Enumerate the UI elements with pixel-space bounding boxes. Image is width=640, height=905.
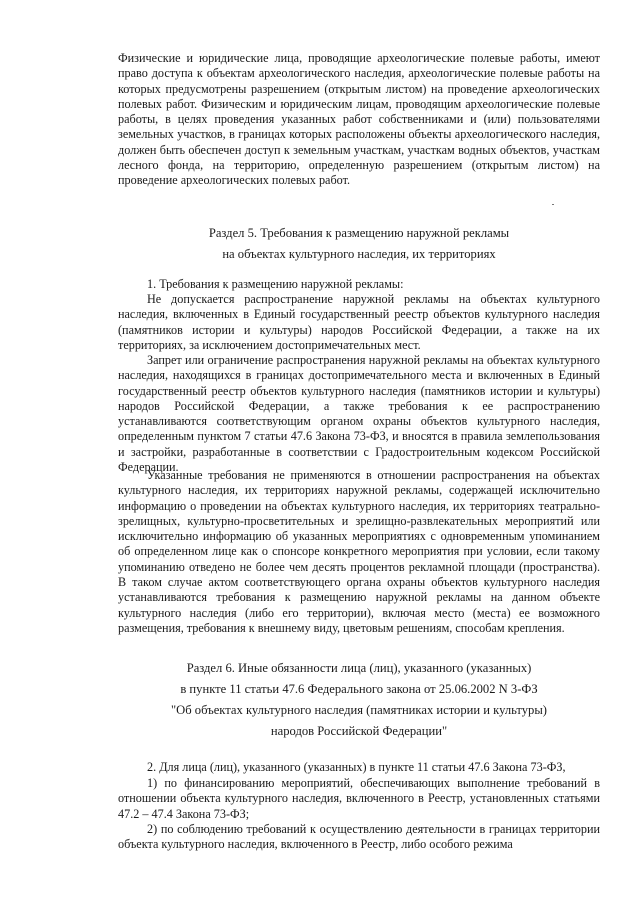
section5-paragraph-2: Запрет или ограничение распространения наружной рекламы на объектах культурного наследия, находящихся в границах достопримечательного места и включенных в Единый государственный реестр объектов культурного наследия (памятников истории и культуры) народов Российской Федерации, а также требования к ее распространению устанавливаются соответствующим органом охраны объектов культурного наследия, определенным пунктом 7 статьи 47.6 Закона 73-ФЗ, и вносятся в правила землепользования и застройки, разработанные в соответствии с Градостроительным кодексом Российской Федерации.: [118, 353, 600, 475]
scan-speck: [552, 204, 554, 205]
section6-title-line3: "Об объектах культурного наследия (памятниках истории и культуры): [171, 703, 547, 717]
section5-title: [118, 223, 600, 265]
section6-title-line2: в пункте 11 статьи 47.6 Федерального закона от 25.06.2002 N 3-ФЗ: [180, 682, 538, 696]
section6-subitem-1: 1) по финансированию мероприятий, обеспечивающих выполнение требований в отношении объекта культурного наследия, включенного в Реестр, установленных статьями 47.2 – 47.4 Закона 73-ФЗ;: [118, 776, 600, 821]
section5-title-line1: Раздел 5. Требования к размещению наружной рекламы: [208, 226, 510, 240]
section5-paragraph-1: Не допускается распространение наружной рекламы на объектах культурного наследия, включенных в Единый государственный реестр объектов культурного наследия (памятников истории и культуры) народов Российской Федерации, а также на их территориях, за исключением достопримечательных мест.: [118, 292, 600, 352]
section5-title-line2: на объектах культурного наследия, их территориях: [222, 247, 496, 261]
section6-title-line4: народов Российской Федерации": [270, 724, 448, 738]
section5-paragraph-3: Указанные требования не применяются в отношении распространения на объектах культурного наследия, их территориях наружной рекламы, содержащей исключительно информацию о проведении на объектах культурного наследия, их территориях театрально-зрелищных, культурно-просветительных и зрелищно-развлекательных мероприятий или исключительно информацию об указанных мероприятиях с одновременным упоминанием об определенном лице как о спонсоре конкретного мероприятия при условии, если такому упоминанию отведено не более чем десять процентов рекламной площади (пространства). В таком случае актом соответствующего органа охраны объектов культурного наследия устанавливаются требования к размещению наружной рекламы на данном объекте культурного наследия (либо его территории), включая место (места) ее возможного размещения, требования к внешнему виду, цветовым решениям, способам крепления.: [118, 468, 600, 635]
section6-item2-heading: 2. Для лица (лиц), указанного (указанных) в пункте 11 статьи 47.6 Закона 73-ФЗ,: [147, 760, 566, 774]
section6-title-line1: Раздел 6. Иные обязанности лица (лиц), указанного (указанных): [186, 661, 532, 675]
section5-item1-heading: 1. Требования к размещению наружной рекламы:: [147, 277, 404, 291]
intro-paragraph: Физические и юридические лица, проводящие археологические полевые работы, имеют право доступа к объектам археологического наследия, археологические полевые работы на которых предусмотрены разрешением (открытым листом) на проведение археологических полевых работ. Физическим и юридическим лицам, проводящим археологические полевые работы, в целях проведения указанных работ собственниками и (или) пользователями земельных участков, в границах которых расположены объекты археологического наследия, должен быть обеспечен доступ к земельным участкам, участкам водных объектов, участкам лесного фонда, на территорию, определенную разрешением (открытым листом) на проведение археологических полевых работ.: [118, 51, 600, 188]
section6-title: [118, 658, 600, 742]
section6-subitem-2: 2) по соблюдению требований к осуществлению деятельности в границах территории объекта культурного наследия, включенного в Реестр, либо особого режима: [118, 822, 600, 852]
